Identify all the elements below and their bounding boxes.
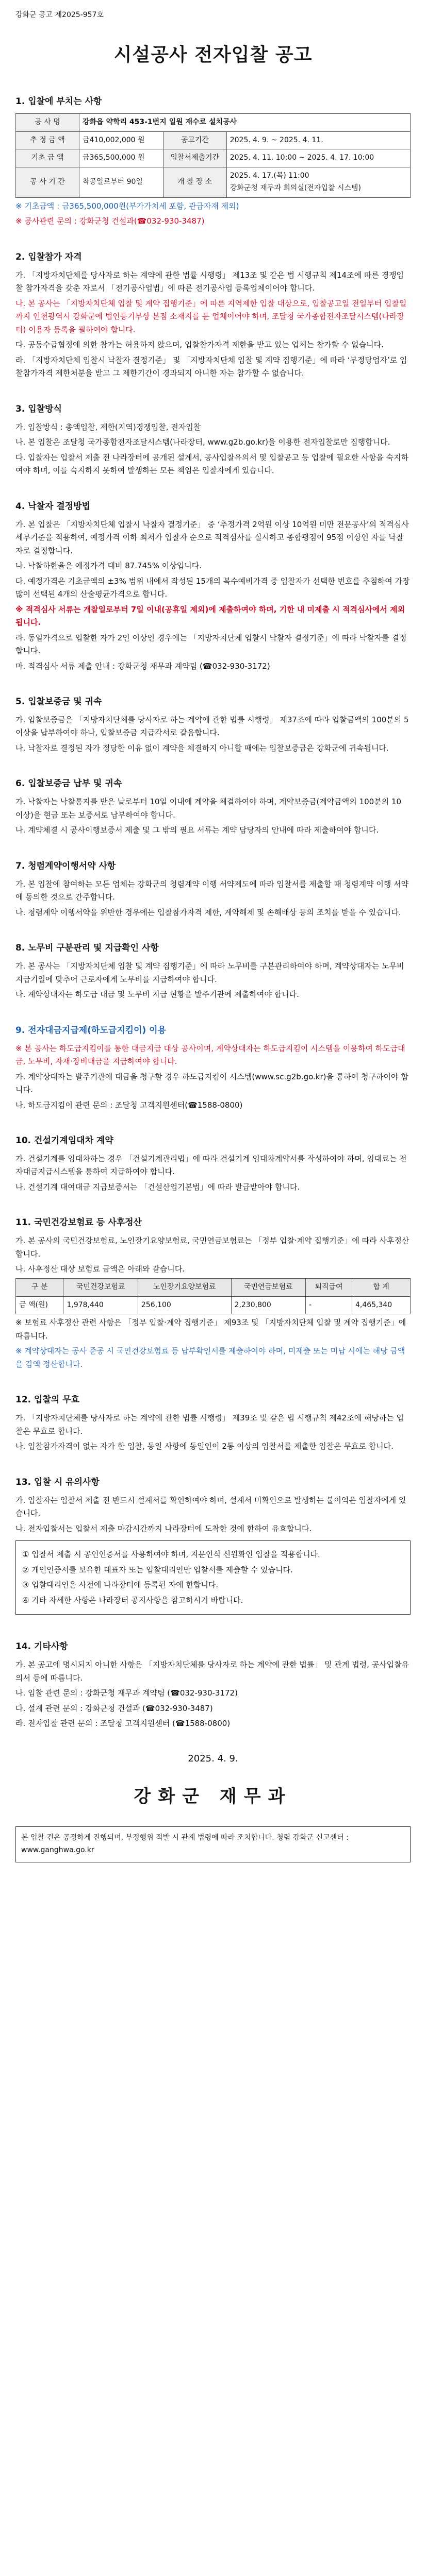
paragraph: 라. 「지방자치단체 입찰시 낙찰자 결정기준」 및 「지방자치단체 입찰 및 계약 집행기준」에 따라 ‘부정당업자’로 입찰참가자격 제한처분을 받고 그 제한기간이 경과되지 아니한 자는 참가할 수 없습니다. — [15, 355, 407, 378]
paragraph: 나. 계약상대자는 하도급 대금 및 노무비 지급 현황을 발주기관에 제출하여야 합니다. — [15, 990, 299, 999]
paragraph: 가. 입찰보증금은 「지방자치단체를 당사자로 하는 계약에 관한 법률 시행령」 제37조에 따라 입찰금액의 100분의 5 이상을 납부하여야 하나, 입찰보증금 지급각서로 갈음합니다. — [15, 715, 409, 738]
table-cell: 금 액(원) — [16, 1296, 63, 1314]
paragraph: 나. 본 공사는 「지방자치단체 입찰 및 계약 집행기준」에 따른 지역제한 입찰 대상으로, 입찰공고일 전일부터 입찰일까지 인천광역시 강화군에 법인등기부상 본점 소재지를 둔 업체이어야 하며, 조달청 국가종합전자조달시스템(나라장터) 이용자 등록을 필하여야 합니다. — [15, 298, 407, 334]
paragraph: 가. 본 입찰에 참여하는 모든 업체는 강화군의 청렴계약 이행 서약제도에 따라 입찰서를 제출할 때 청렴계약 이행 서약에 동의한 것으로 간주합니다. — [15, 879, 409, 902]
table-cell: 4,465,340 — [352, 1296, 410, 1314]
paragraph: 가. 「지방자치단체를 당사자로 하는 계약에 관한 법률 시행령」 제13조 및 같은 법 시행규칙 제14조에 따른 경쟁입찰 참가자격을 갖춘 자로서 「전기공사업법」에 따른 전기공사업 등록업체이어야 합니다. — [15, 270, 404, 293]
section-heading: 2. 입찰참가 자격 — [15, 251, 82, 262]
label-cell: 공고기간 — [163, 131, 226, 149]
highlight-note: ※ 본 공사는 하도급지킴이를 통한 대금지급 대상 공사이며, 계약상대자는 하도급지킴이 시스템을 이용하여 하도급대금, 노무비, 자재·장비대금을 지급하여야 합니다. — [15, 1043, 405, 1066]
paragraph: 나. 전자입찰서는 입찰서 제출 마감시간까지 나라장터에 도착한 것에 한하여 유효합니다. — [15, 1523, 312, 1533]
paragraph: 가. 본 공사는 「지방자치단체 입찰 및 계약 집행기준」에 따라 노무비를 구분관리하여야 하며, 계약상대자는 노무비 지급기일에 맞추어 근로자에게 노무비를 지급하여야 합니다. — [15, 961, 404, 984]
box-line: ② 개인인증서를 보유한 대표자 또는 입찰대리인만 입찰서를 제출할 수 있습니다. — [22, 1565, 293, 1574]
page-title: 시설공사 전자입찰 공고 — [113, 44, 313, 65]
submission-period: 2025. 4. 11. 10:00 ~ 2025. 4. 17. 10:00 — [226, 149, 410, 167]
estimated-price: 금410,002,000 원 — [79, 131, 163, 149]
table-header: 합 계 — [352, 1278, 410, 1296]
section-heading: 14. 기타사항 — [15, 1641, 68, 1652]
table-header: 구 분 — [16, 1278, 63, 1296]
base-price: 금365,500,000 원 — [79, 149, 163, 167]
notice-period: 2025. 4. 9. ~ 2025. 4. 11. — [226, 131, 410, 149]
section-heading: 7. 청렴계약이행서약 사항 — [15, 860, 116, 871]
label-cell: 개 찰 장 소 — [163, 167, 226, 198]
paragraph: 나. 낙찰하한율은 예정가격 대비 87.745% 이상입니다. — [15, 561, 202, 571]
paragraph: 가. 「지방자치단체를 당사자로 하는 계약에 관한 법률 시행령」 제39조 및 같은 법 시행규칙 제42조에 해당하는 입찰은 무효로 합니다. — [15, 1413, 404, 1436]
paragraph: 다. 공동수급협정에 의한 참가는 허용하지 않으며, 입찰참가자격 제한을 받고 있는 업체는 참가할 수 없습니다. — [15, 340, 384, 350]
table-header: 국민연금보험료 — [231, 1278, 305, 1296]
section-heading: 1. 입찰에 부치는 사항 — [15, 96, 102, 107]
opening-time: 2025. 4. 17.(목) 11:00 — [230, 172, 309, 180]
label-cell: 추 정 금 액 — [16, 131, 79, 149]
opening-location: 강화군청 재무과 회의실(전자입찰 시스템) — [230, 184, 361, 193]
paragraph: 나. 건설기계 대여대금 지급보증서는 「건설산업기본법」에 따라 발급받아야 합니다. — [15, 1182, 300, 1192]
section-heading: 11. 국민건강보험료 등 사후정산 — [15, 1217, 142, 1228]
label-cell: 기초 금 액 — [16, 149, 79, 167]
box-line: ④ 기타 자세한 사항은 나라장터 공지사항을 참고하시기 바랍니다. — [22, 1595, 243, 1605]
paragraph: ※ 보험료 사후정산 관련 사항은 「정부 입찰·계약 집행기준」 제93조 및 「지방자치단체 입찰 및 계약 집행기준」에 따릅니다. — [15, 1318, 406, 1341]
paragraph: 가. 본 공고에 명시되지 아니한 사항은 「지방자치단체를 당사자로 하는 계약에 관한 법률」 및 관계 법령, 공사입찰유의서 등에 따릅니다. — [15, 1660, 409, 1683]
paragraph: 가. 입찰자는 입찰서 제출 전 반드시 설계서를 확인하여야 하며, 설계서 미확인으로 발생하는 불이익은 입찰자에게 있습니다. — [15, 1495, 406, 1518]
paragraph: 가. 낙찰자는 낙찰통지를 받은 날로부터 10일 이내에 계약을 체결하여야 하며, 계약보증금(계약금액의 100분의 10 이상)을 현금 또는 보증서로 납부하여야 합니다. — [15, 797, 401, 820]
paragraph: 나. 계약체결 시 공사이행보증서 제출 및 그 밖의 필요 서류는 계약 담당자의 안내에 따라 제출하여야 합니다. — [15, 825, 379, 835]
paragraph: 나. 입찰참가자격이 없는 자가 한 입찰, 동일 사항에 동일인이 2통 이상의 입찰서를 제출한 입찰은 무효로 합니다. — [15, 1442, 394, 1451]
table-header: 노인장기요양보험료 — [138, 1278, 231, 1296]
notice-number: 강화군 공고 제2025-957호 — [15, 11, 104, 19]
paragraph: 나. 낙찰자로 결정된 자가 정당한 이유 없이 계약을 체결하지 아니할 때에는 입찰보증금은 강화군에 귀속됩니다. — [15, 743, 389, 753]
paragraph: 나. 청렴계약 이행서약을 위반한 경우에는 입찰참가자격 제한, 계약해제 및 손해배상 등의 조치를 받을 수 있습니다. — [15, 907, 401, 917]
paragraph: 가. 본 공사의 국민건강보험료, 노인장기요양보험료, 국민연금보험료는 「정부 입찰·계약 집행기준」에 따라 사후정산 합니다. — [15, 1236, 409, 1259]
paragraph: 나. 입찰 관련 문의 : 강화군청 재무과 계약팀 (☎032-930-3172) — [15, 1688, 238, 1698]
label-cell: 공 사 명 — [16, 113, 79, 131]
paragraph: 다. 예정가격은 기초금액의 ±3% 범위 내에서 작성된 15개의 복수예비가격 중 입찰자가 선택한 번호를 추첨하여 가장 많이 선택된 4개의 산술평균가격으로 합니다. — [15, 576, 410, 599]
label-cell: 입찰서제출기간 — [163, 149, 226, 167]
table-cell: 2,230,800 — [231, 1296, 305, 1314]
section-heading: 12. 입찰의 무효 — [15, 1395, 80, 1405]
box-line: ③ 입찰대리인은 사전에 나라장터에 등록된 자에 한합니다. — [22, 1580, 219, 1590]
insurance-table — [15, 1278, 411, 1315]
paragraph: 다. 설계 관련 문의 : 강화군청 건설과 (☎032-930-3487) — [15, 1703, 213, 1713]
section-heading: 6. 입찰보증금 납부 및 귀속 — [15, 778, 122, 789]
notice-date: 2025. 4. 9. — [188, 1753, 238, 1764]
integrity-notice-box: 본 입찰 건은 공정하게 진행되며, 부정행위 적발 시 관계 법령에 따라 조치합니다. 청렴 강화군 신고센터 : www.ganghwa.go.kr — [15, 1826, 411, 1862]
table-header: 퇴직급여 — [305, 1278, 352, 1296]
paragraph: 가. 본 입찰은 「지방자치단체 입찰시 낙찰자 결정기준」 중 ‘추정가격 2억원 이상 10억원 미만 전문공사’의 적격심사 세부기준을 적용하여, 예정가격 이하 최저가 입찰자 순으로 적격심사를 실시하고 종합평점이 95점 이상인 자를 낙찰자로 결정합니다. — [15, 519, 409, 555]
paragraph: 나. 본 입찰은 조달청 국가종합전자조달시스템(나라장터, www.g2b.go.kr)을 이용한 전자입찰로만 집행합니다. — [15, 437, 390, 447]
table-header: 국민건강보험료 — [63, 1278, 138, 1296]
box-line: ① 입찰서 제출 시 공인인증서를 사용하여야 하며, 지문인식 신원확인 입찰을 적용합니다. — [22, 1550, 320, 1560]
note-line: ※ 기초금액 : 금365,500,000원(부가가치세 포함, 관급자재 제외) — [15, 201, 239, 211]
notice-box — [15, 1540, 411, 1615]
label-cell: 공 사 기 간 — [16, 167, 79, 198]
highlight-note: ※ 계약상대자는 공사 준공 시 국민건강보험료 등 납부확인서를 제출하여야 하며, 미제출 또는 미납 시에는 해당 금액을 감액 정산합니다. — [15, 1346, 405, 1369]
paragraph: 가. 건설기계를 임대차하는 경우 「건설기계관리법」에 따라 건설기계 임대차계약서를 작성하여야 하며, 임대료는 전자대금지급시스템을 통하여 지급하여야 합니다. — [15, 1154, 407, 1177]
paragraph: 나. 사후정산 대상 보험료 금액은 아래와 같습니다. — [15, 1264, 185, 1274]
paragraph: 라. 동일가격으로 입찰한 자가 2인 이상인 경우에는 「지방자치단체 입찰시 낙찰자 결정기준」에 따라 낙찰자를 결정합니다. — [15, 633, 407, 656]
highlight-note: ※ 적격심사 서류는 개찰일로부터 7일 이내(공휴일 제외)에 제출하여야 하며, 기한 내 미제출 시 적격심사에서 제외됩니다. — [15, 604, 405, 628]
section-heading: 13. 입찰 시 유의사항 — [15, 1477, 100, 1487]
issuing-organization: 강화군 재무과 — [134, 1786, 292, 1807]
bid-summary-table — [15, 113, 411, 198]
paragraph: 가. 계약상대자는 발주기관에 대금을 청구할 경우 하도급지킴이 시스템(www.sc.g2b.go.kr)을 통하여 청구하여야 합니다. — [15, 1072, 408, 1094]
paragraph: 마. 적격심사 서류 제출 안내 : 강화군청 재무과 계약팀 (☎032-930-3172) — [15, 661, 270, 671]
paragraph: 라. 전자입찰 관련 문의 : 조달청 고객지원센터 (☎1588-0800) — [15, 1719, 231, 1728]
paragraph: 다. 입찰자는 입찰서 제출 전 나라장터에 공개된 설계서, 공사입찰유의서 및 입찰공고 등 입찰에 필요한 사항을 숙지하여야 하며, 이를 숙지하지 못하여 발생하는 모든 책임은 입찰자에게 있습니다. — [15, 452, 409, 476]
note-line: ※ 공사관련 문의 : 강화군청 건설과(☎032-930-3487) — [15, 216, 205, 226]
table-cell: 256,100 — [138, 1296, 231, 1314]
table-cell: 1,978,440 — [63, 1296, 138, 1314]
construction-period: 착공일로부터 90일 — [79, 167, 163, 198]
section-heading: 3. 입찰방식 — [15, 403, 62, 414]
paragraph: 가. 입찰방식 : 총액입찰, 제한(지역)경쟁입찰, 전자입찰 — [15, 422, 201, 432]
project-name: 강화읍 약학리 453-1번지 일원 재수로 설치공사 — [79, 113, 411, 131]
section-heading: 8. 노무비 구분관리 및 지급확인 사항 — [15, 943, 159, 954]
paragraph: 나. 하도급지킴이 관련 문의 : 조달청 고객지원센터(☎1588-0800) — [15, 1100, 243, 1110]
table-cell: - — [305, 1296, 352, 1314]
section-heading: 10. 건설기계임대차 계약 — [15, 1136, 113, 1146]
opening-place — [226, 167, 410, 198]
notice-body — [15, 85, 411, 1862]
section-heading: 5. 입찰보증금 및 귀속 — [15, 697, 102, 707]
section-heading: 9. 전자대금지급제(하도급지킴이) 이용 — [15, 1025, 166, 1036]
table-row — [16, 1296, 411, 1314]
section-heading: 4. 낙찰자 결정방법 — [15, 501, 91, 512]
